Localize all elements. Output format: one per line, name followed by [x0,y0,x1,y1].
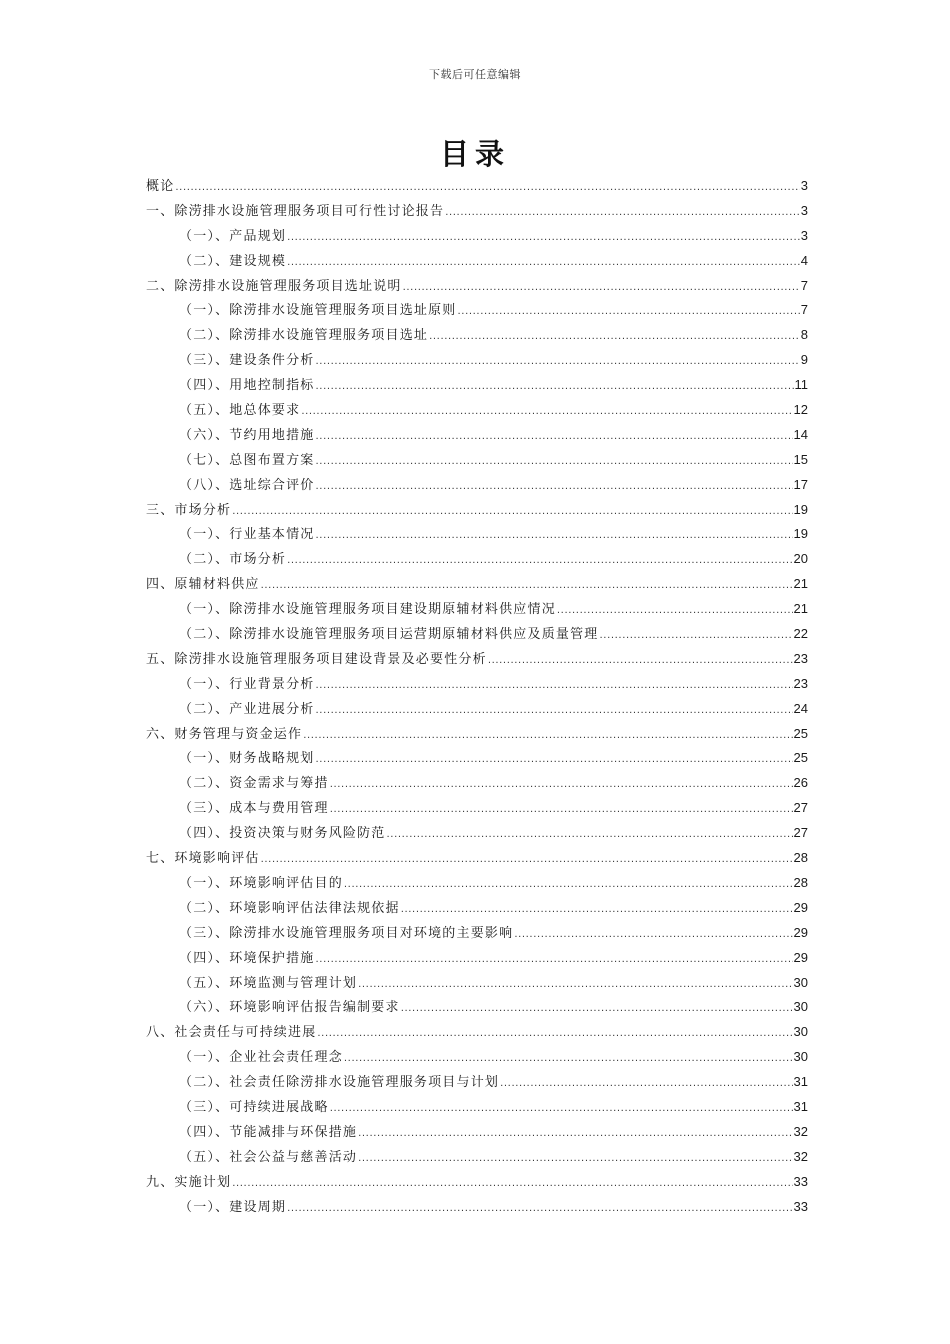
toc-dot-leader [344,1047,793,1072]
toc-entry[interactable] [146,1170,808,1195]
toc-entry-page: 32 [793,1123,808,1139]
toc-dot-leader [557,599,793,624]
toc-entry[interactable] [146,647,808,672]
toc-dot-leader [261,574,793,599]
toc-entry-page: 8 [800,327,808,343]
toc-entry[interactable] [146,796,808,821]
toc-entry-page: 30 [793,1049,808,1065]
toc-entry-page: 32 [793,1148,808,1164]
toc-dot-leader [358,1147,792,1172]
toc-entry-label: （一）、企业社会责任理念 [179,1050,343,1066]
toc-dot-leader [232,500,792,525]
toc-entry-label: （五）、社会公益与慈善活动 [179,1149,358,1165]
toc-dot-leader [301,400,792,425]
toc-entry-page: 21 [793,576,808,592]
toc-entry[interactable] [146,199,808,224]
toc-dot-leader [600,624,793,649]
toc-dot-leader [316,524,793,549]
toc-entry-page: 24 [793,700,808,716]
toc-dot-leader [316,450,793,475]
toc-entry-label: （二）、除涝排水设施管理服务项目选址 [179,328,429,344]
toc-dot-leader [317,1022,792,1047]
toc-entry[interactable] [146,323,808,348]
toc-dot-leader [232,1172,792,1197]
toc-entry-label: （三）、可持续进展战略 [179,1099,329,1115]
toc-entry-label: （二）、建设规模 [179,253,287,269]
toc-entry-page: 11 [794,377,808,393]
table-of-contents [146,174,808,1219]
toc-entry-page: 19 [793,526,808,542]
toc-entry-label: （一）、产品规划 [179,228,287,244]
toc-entry[interactable] [146,448,808,473]
toc-entry[interactable] [146,672,808,697]
toc-entry-page: 19 [793,501,808,517]
toc-entry-page: 29 [793,949,808,965]
toc-entry-page: 27 [793,800,808,816]
toc-entry[interactable] [146,896,808,921]
toc-entry-page: 23 [793,675,808,691]
toc-entry-page: 9 [800,352,808,368]
toc-entry-label: 四、原辅材料供应 [146,577,260,593]
toc-entry-label: （一）、行业背景分析 [179,676,315,692]
toc-entry[interactable] [146,597,808,622]
toc-entry-page: 33 [793,1198,808,1214]
toc-entry-page: 29 [793,899,808,915]
toc-entry-label: （一）、财务战略规划 [179,751,315,767]
toc-entry-page: 30 [793,999,808,1015]
toc-entry-page: 7 [800,302,808,318]
toc-entry-label: （八）、选址综合评价 [179,477,315,493]
toc-entry[interactable] [146,1195,808,1220]
toc-entry-label: （三）、成本与费用管理 [179,801,329,817]
toc-entry-label: （一）、行业基本情况 [179,527,315,543]
toc-entry[interactable] [146,522,808,547]
toc-entry-label: 八、社会责任与可持续进展 [146,1025,317,1041]
toc-entry-label: （三）、除涝排水设施管理服务项目对环境的主要影响 [179,925,514,941]
toc-entry-label: 六、财务管理与资金运作 [146,726,303,742]
toc-entry-label: （一）、除涝排水设施管理服务项目建设期原辅材料供应情况 [179,602,556,618]
toc-entry[interactable] [146,1070,808,1095]
toc-entry-label: 七、环境影响评估 [146,851,260,867]
toc-entry[interactable] [146,846,808,871]
toc-entry-page: 7 [800,277,808,293]
toc-entry-label: （一）、除涝排水设施管理服务项目选址原则 [179,303,457,319]
toc-entry-page: 28 [793,850,808,866]
toc-entry-page: 30 [793,974,808,990]
toc-dot-leader [458,300,800,325]
toc-entry-page: 28 [793,874,808,890]
toc-entry-label: 五、除涝排水设施管理服务项目建设背景及必要性分析 [146,651,487,667]
toc-dot-leader [287,1197,792,1222]
toc-dot-leader [316,375,794,400]
toc-dot-leader [429,325,800,350]
toc-entry[interactable] [146,174,808,199]
toc-title: 目录 [439,137,510,171]
toc-entry-page: 25 [793,750,808,766]
toc-entry-label: 九、实施计划 [146,1174,232,1190]
toc-entry[interactable] [146,498,808,523]
toc-entry[interactable] [146,572,808,597]
toc-entry[interactable] [146,1095,808,1120]
toc-dot-leader [330,1097,793,1122]
toc-dot-leader [358,1122,792,1147]
toc-entry[interactable] [146,274,808,299]
toc-dot-leader [287,226,800,251]
toc-dot-leader [330,773,793,798]
toc-dot-leader [303,724,792,749]
toc-entry-page: 33 [793,1173,808,1189]
toc-entry-label: （四）、节能减排与环保措施 [179,1124,358,1140]
toc-entry[interactable] [146,971,808,996]
toc-entry-page: 29 [793,924,808,940]
toc-entry[interactable] [146,921,808,946]
toc-entry-page: 22 [793,626,808,642]
toc-entry-page: 3 [800,227,808,243]
toc-entry-label: （二）、资金需求与筹措 [179,776,329,792]
toc-entry[interactable] [146,1120,808,1145]
toc-dot-leader [344,873,793,898]
toc-dot-leader [387,823,793,848]
toc-dot-leader [287,549,792,574]
toc-entry-page: 20 [793,551,808,567]
toc-entry-page: 23 [793,650,808,666]
toc-dot-leader [261,848,793,873]
toc-entry-page: 31 [793,1098,808,1114]
toc-entry-label: （二）、社会责任除涝排水设施管理服务项目与计划 [179,1075,500,1091]
toc-dot-leader [445,201,800,226]
toc-entry-label: （一）、环境影响评估目的 [179,875,343,891]
toc-dot-leader [401,898,793,923]
toc-entry-label: （一）、建设周期 [179,1199,287,1215]
toc-dot-leader [401,997,793,1022]
toc-entry[interactable] [146,771,808,796]
toc-dot-leader [358,973,792,998]
toc-entry-label: （二）、环境影响评估法律法规依据 [179,900,400,916]
toc-entry[interactable] [146,946,808,971]
toc-entry-page: 27 [793,825,808,841]
toc-entry-label: 三、市场分析 [146,502,232,518]
toc-entry-page: 21 [793,601,808,617]
toc-entry[interactable] [146,1020,808,1045]
toc-entry[interactable] [146,995,808,1020]
toc-entry-label: 二、除涝排水设施管理服务项目选址说明 [146,278,402,294]
toc-entry-label: （四）、用地控制指标 [179,378,315,394]
toc-entry-label: 一、除涝排水设施管理服务项目可行性讨论报告 [146,203,445,219]
header-note: 下载后可任意编辑 [429,68,521,81]
toc-entry[interactable] [146,697,808,722]
toc-entry-page: 26 [793,775,808,791]
toc-entry-label: （六）、环境影响评估报告编制要求 [179,1000,400,1016]
toc-entry[interactable] [146,348,808,373]
toc-dot-leader [403,276,800,301]
toc-dot-leader [316,674,793,699]
toc-entry-page: 12 [793,402,808,418]
toc-entry-page: 3 [800,178,808,193]
toc-entry[interactable] [146,746,808,771]
toc-entry-page: 3 [800,202,808,218]
toc-entry-page: 4 [800,252,808,268]
toc-dot-leader [488,649,793,674]
toc-entry[interactable] [146,224,808,249]
toc-dot-leader [316,425,793,450]
toc-entry-label: （六）、节约用地措施 [179,427,315,443]
toc-entry-label: （二）、产业进展分析 [179,701,315,717]
toc-entry[interactable] [146,1145,808,1170]
toc-dot-leader [316,948,793,973]
toc-entry-page: 17 [793,476,808,492]
toc-entry-label: （四）、投资决策与财务风险防范 [179,826,386,842]
toc-entry-label: 概论 [146,179,175,194]
toc-entry-label: （七）、总图布置方案 [179,452,315,468]
toc-dot-leader [316,748,793,773]
toc-entry-page: 31 [793,1074,808,1090]
toc-entry-label: （二）、市场分析 [179,552,287,568]
toc-entry[interactable] [146,871,808,896]
toc-dot-leader [500,1072,792,1097]
toc-entry[interactable] [146,547,808,572]
toc-entry-label: （四）、环境保护措施 [179,950,315,966]
toc-entry[interactable] [146,298,808,323]
toc-dot-leader [316,475,793,500]
toc-entry[interactable] [146,398,808,423]
toc-entry-page: 30 [793,1024,808,1040]
toc-dot-leader [514,923,792,948]
toc-entry-label: （三）、建设条件分析 [179,353,315,369]
toc-entry-page: 14 [793,426,808,442]
toc-entry[interactable] [146,423,808,448]
toc-entry[interactable] [146,473,808,498]
toc-entry[interactable] [146,1045,808,1070]
toc-dot-leader [287,251,800,276]
toc-entry[interactable] [146,821,808,846]
toc-entry-page: 25 [793,725,808,741]
toc-entry-label: （二）、除涝排水设施管理服务项目运营期原辅材料供应及质量管理 [179,627,599,643]
toc-dot-leader [316,699,793,724]
toc-dot-leader [175,176,799,201]
toc-entry[interactable] [146,722,808,747]
toc-entry[interactable] [146,249,808,274]
toc-dot-leader [316,350,800,375]
toc-entry-label: （五）、地总体要求 [179,403,301,419]
toc-entry-label: （五）、环境监测与管理计划 [179,975,358,991]
toc-entry[interactable] [146,622,808,647]
toc-entry-page: 15 [793,451,808,467]
toc-entry[interactable] [146,373,808,398]
toc-dot-leader [330,798,793,823]
